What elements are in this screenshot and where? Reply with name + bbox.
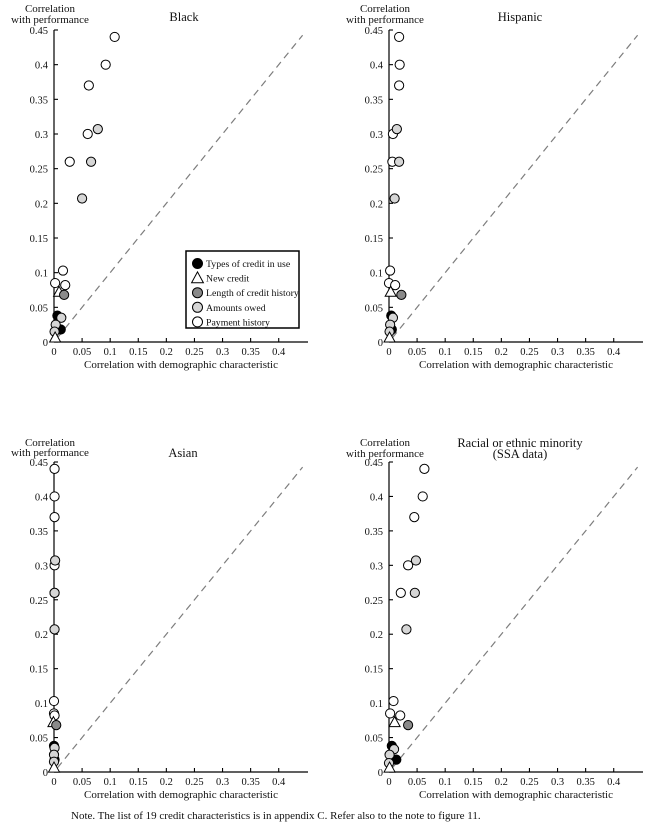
- diagonal-reference-line: [392, 467, 637, 768]
- subplot-black: [0, 0, 336, 405]
- x-tick-label: 0.3: [550, 777, 565, 788]
- filled-circle-marker: [411, 556, 420, 565]
- y-tick-label: 0: [42, 768, 48, 779]
- filled-circle-marker: [52, 721, 61, 730]
- x-axis-title: Correlation with demographic characteristic: [419, 359, 613, 371]
- filled-circle-marker: [60, 290, 69, 299]
- diagonal-reference-line: [57, 467, 302, 768]
- x-axis-title: Correlation with demographic characteristic: [419, 789, 613, 801]
- x-tick-label: 0.4: [607, 347, 621, 358]
- x-tick-label: 0.4: [607, 777, 621, 788]
- x-tick-label: 0: [386, 777, 392, 788]
- y-tick-label: 0.1: [34, 699, 48, 711]
- figure-note: Note. The list of 19 credit characteristics is in appendix C. Refer also to the note to figure 11.: [71, 810, 481, 822]
- legend-item-label: Payment history: [206, 317, 270, 329]
- x-tick-label: 0.3: [215, 777, 230, 788]
- y-tick-label: 0.2: [369, 630, 383, 642]
- open-circle-marker: [110, 32, 119, 41]
- open-circle-marker: [101, 60, 110, 69]
- x-tick-label: 0: [51, 347, 57, 358]
- y-tick-label: 0.35: [364, 526, 383, 538]
- y-tick-label: 0: [377, 338, 383, 349]
- y-tick-label: 0.35: [29, 526, 48, 538]
- x-tick-label: 0.4: [272, 347, 286, 358]
- x-tick-label: 0.2: [159, 777, 173, 788]
- y-axis-title: with performance: [11, 447, 89, 459]
- x-tick-label: 0.25: [520, 347, 539, 358]
- x-tick-label: 0.1: [438, 347, 452, 358]
- filled-circle-marker: [193, 259, 203, 269]
- plot-title: (SSA data): [492, 447, 548, 461]
- scatter-plot-hispanic: [336, 0, 672, 400]
- y-tick-label: 0.45: [29, 26, 48, 37]
- open-circle-marker: [395, 60, 404, 69]
- scatter-plot-asian: [0, 420, 336, 814]
- open-circle-marker: [410, 513, 419, 522]
- x-tick-label: 0.35: [241, 347, 260, 358]
- scatter-plot-ssa-minority: [336, 420, 672, 814]
- y-axis-title: with performance: [346, 14, 424, 26]
- x-tick-label: 0.2: [159, 347, 173, 358]
- y-axis-title: Correlation: [359, 437, 411, 449]
- y-tick-label: 0.45: [364, 26, 383, 37]
- diagonal-reference-line: [392, 35, 637, 338]
- x-tick-label: 0.05: [72, 347, 92, 358]
- x-tick-label: 0.3: [550, 347, 565, 358]
- y-tick-label: 0.25: [29, 164, 48, 176]
- y-tick-label: 0.15: [29, 664, 48, 676]
- open-circle-marker: [58, 266, 67, 275]
- plot-title: Racial or ethnic minority: [457, 436, 583, 450]
- y-tick-label: 0.25: [29, 595, 48, 607]
- filled-circle-marker: [402, 625, 411, 634]
- y-tick-label: 0.45: [364, 458, 383, 469]
- filled-circle-marker: [395, 157, 404, 166]
- open-circle-marker: [389, 696, 398, 705]
- y-tick-label: 0.3: [369, 561, 383, 573]
- x-tick-label: 0: [51, 777, 57, 788]
- legend: [186, 251, 299, 328]
- x-tick-label: 0: [386, 347, 392, 358]
- x-tick-label: 0.35: [241, 777, 260, 788]
- open-circle-marker: [395, 32, 404, 41]
- filled-circle-marker: [50, 625, 59, 634]
- plot-title: Asian: [168, 446, 198, 460]
- scatter-plot-black: [0, 0, 336, 400]
- y-tick-label: 0.4: [369, 60, 383, 72]
- subplot-hispanic: [336, 0, 672, 405]
- y-tick-label: 0.05: [364, 303, 383, 315]
- x-tick-label: 0.05: [407, 347, 427, 358]
- y-tick-label: 0.15: [364, 664, 383, 676]
- y-tick-label: 0.05: [29, 733, 48, 745]
- y-tick-label: 0.3: [369, 130, 383, 141]
- y-tick-label: 0.4: [369, 492, 383, 504]
- open-circle-marker: [83, 129, 92, 138]
- series-amounts-owed: [385, 125, 404, 337]
- y-tick-label: 0.15: [29, 234, 48, 245]
- filled-circle-marker: [93, 125, 102, 134]
- x-tick-label: 0.15: [129, 347, 148, 358]
- x-tick-label: 0.15: [464, 777, 483, 788]
- subplot-asian: [0, 420, 336, 819]
- subplot-ssa-minority: [336, 420, 672, 819]
- x-tick-label: 0.25: [520, 777, 539, 788]
- y-tick-label: 0.25: [364, 595, 383, 607]
- filled-circle-marker: [392, 125, 401, 134]
- filled-circle-marker: [86, 157, 95, 166]
- y-tick-label: 0.2: [34, 199, 48, 211]
- legend-item-label: Length of credit history: [206, 288, 299, 300]
- open-circle-marker: [395, 81, 404, 90]
- y-tick-label: 0: [377, 768, 383, 779]
- y-tick-label: 0.1: [369, 268, 383, 280]
- legend-item-label: New credit: [206, 273, 250, 285]
- legend-item-label: Amounts owed: [206, 302, 266, 314]
- open-circle-marker: [386, 266, 395, 275]
- y-tick-label: 0.3: [34, 130, 48, 141]
- x-axis-title: Correlation with demographic characteristic: [84, 359, 278, 371]
- y-tick-label: 0.45: [29, 458, 48, 469]
- y-tick-label: 0.3: [34, 561, 48, 573]
- y-tick-label: 0.15: [364, 234, 383, 245]
- filled-circle-marker: [404, 721, 413, 730]
- series-length-of-credit-history: [397, 290, 406, 299]
- x-tick-label: 0.2: [494, 777, 508, 788]
- open-circle-marker: [50, 492, 59, 501]
- x-tick-label: 0.1: [103, 347, 117, 358]
- y-axis-title: Correlation: [24, 437, 76, 449]
- y-tick-label: 0: [42, 338, 48, 349]
- x-tick-label: 0.25: [185, 777, 204, 788]
- y-tick-label: 0.1: [34, 268, 48, 280]
- open-circle-marker: [50, 513, 59, 522]
- series-payment-history: [51, 32, 120, 289]
- x-tick-label: 0.3: [215, 347, 230, 358]
- x-tick-label: 0.1: [438, 777, 452, 788]
- plot-title: Black: [169, 10, 199, 24]
- x-axis-title: Correlation with demographic characteristic: [84, 789, 278, 801]
- y-axis-title: with performance: [346, 448, 424, 460]
- filled-circle-marker: [50, 588, 59, 597]
- filled-circle-marker: [410, 588, 419, 597]
- y-tick-label: 0.35: [29, 95, 48, 107]
- series-amounts-owed: [50, 125, 102, 337]
- filled-circle-marker: [397, 290, 406, 299]
- filled-circle-marker: [51, 556, 60, 565]
- x-tick-label: 0.05: [407, 777, 427, 788]
- filled-circle-marker: [390, 194, 399, 203]
- y-axis-title: with performance: [11, 14, 89, 26]
- y-tick-label: 0.1: [369, 699, 383, 711]
- series-length-of-credit-history: [60, 290, 69, 299]
- x-tick-label: 0.05: [72, 777, 92, 788]
- x-tick-label: 0.2: [494, 347, 508, 358]
- x-tick-label: 0.1: [103, 777, 117, 788]
- x-tick-label: 0.35: [576, 347, 595, 358]
- filled-circle-marker: [193, 288, 203, 298]
- series-amounts-owed: [384, 556, 420, 768]
- open-circle-marker: [396, 711, 405, 720]
- open-circle-marker: [420, 464, 429, 473]
- series-payment-history: [386, 464, 429, 720]
- series-length-of-credit-history: [404, 721, 413, 730]
- open-circle-marker: [51, 278, 60, 287]
- open-circle-marker: [84, 81, 93, 90]
- plot-title: Hispanic: [497, 10, 543, 24]
- series-length-of-credit-history: [52, 721, 61, 730]
- open-circle-marker: [49, 696, 58, 705]
- x-tick-label: 0.25: [185, 347, 204, 358]
- y-tick-label: 0.4: [34, 60, 48, 72]
- x-tick-label: 0.15: [129, 777, 148, 788]
- x-tick-label: 0.15: [464, 347, 483, 358]
- y-tick-label: 0.2: [369, 199, 383, 211]
- open-circle-marker: [193, 317, 203, 327]
- open-circle-marker: [65, 157, 74, 166]
- open-circle-marker: [396, 588, 405, 597]
- legend-item-label: Types of credit in use: [206, 259, 291, 270]
- open-circle-marker: [386, 709, 395, 718]
- y-axis-title: Correlation: [359, 3, 411, 15]
- x-tick-label: 0.4: [272, 777, 286, 788]
- y-tick-label: 0.35: [364, 95, 383, 107]
- y-tick-label: 0.4: [34, 492, 48, 504]
- y-tick-label: 0.05: [29, 303, 48, 315]
- filled-circle-marker: [77, 194, 86, 203]
- open-circle-marker: [50, 464, 59, 473]
- open-circle-marker: [418, 492, 427, 501]
- y-tick-label: 0.2: [34, 630, 48, 642]
- y-tick-label: 0.25: [364, 164, 383, 176]
- y-tick-label: 0.05: [364, 733, 383, 745]
- open-circle-marker: [61, 281, 70, 290]
- x-tick-label: 0.35: [576, 777, 595, 788]
- y-axis-title: Correlation: [24, 3, 76, 15]
- filled-circle-marker: [193, 302, 203, 312]
